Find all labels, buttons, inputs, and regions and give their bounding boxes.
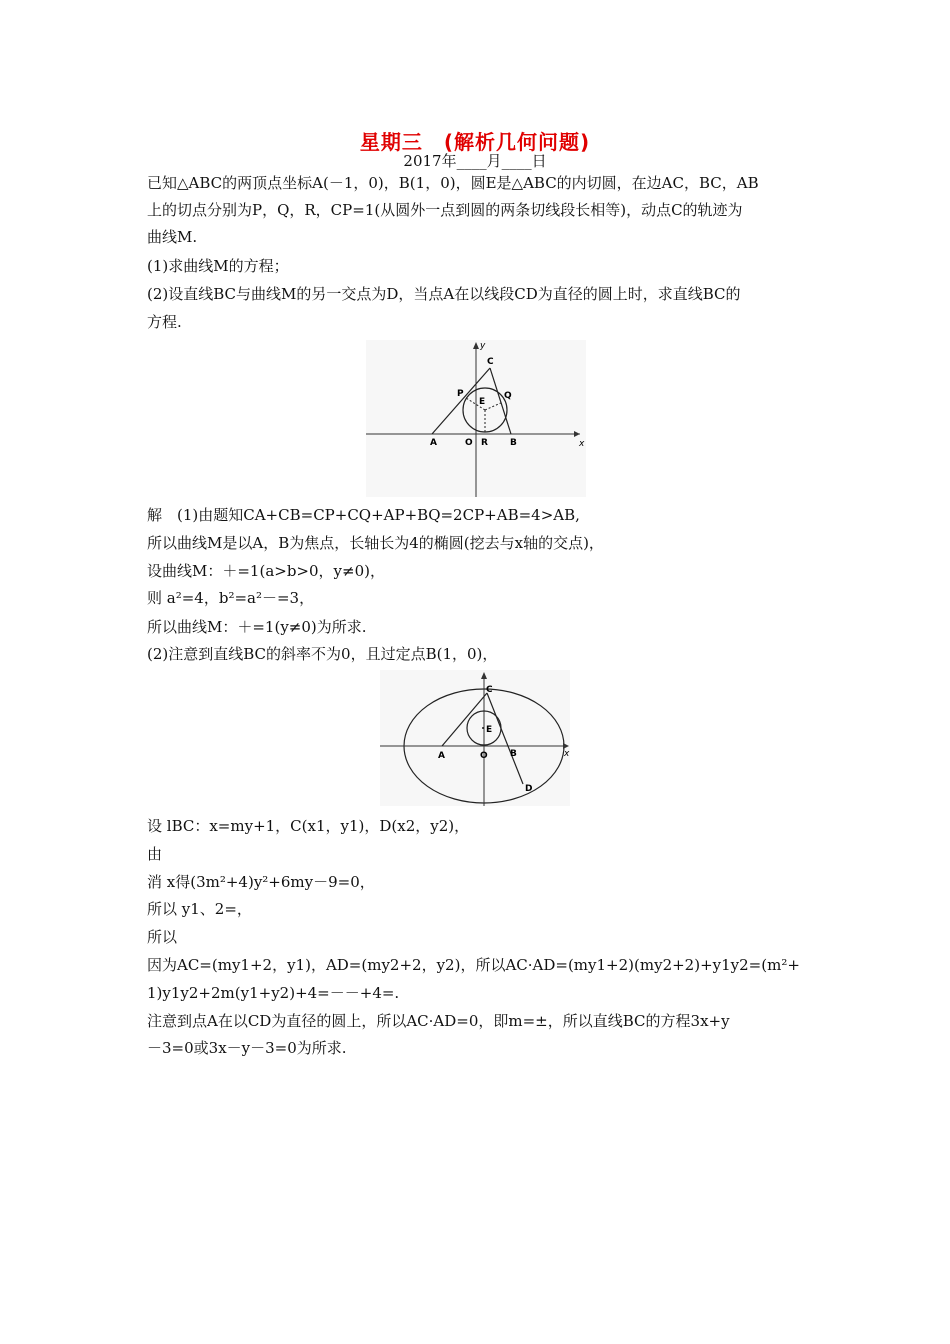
problem-line: (1)求曲线M的方程；: [147, 257, 289, 275]
point-label-a: A: [438, 751, 445, 761]
problem-line: (2)设直线BC与曲线M的另一交点为D，当点A在以线段CD为直径的圆上时，求直线BC的: [147, 285, 741, 303]
point-label-b: B: [510, 749, 517, 759]
point-label-a: A: [430, 438, 437, 448]
point-label-d: D: [525, 784, 533, 794]
solution-line: 所以曲线M是以A，B为焦点，长轴长为4的椭圆(挖去与x轴的交点)，: [147, 534, 604, 552]
point-label-p: P: [457, 389, 464, 399]
axis-label-y: y: [480, 341, 486, 351]
solution-line: 由: [147, 845, 163, 863]
solution-line: 消 x得(3m²+4)y²+6my－9=0，: [147, 873, 375, 891]
point-label-o: O: [465, 438, 473, 448]
point-label-b: B: [510, 438, 517, 448]
point-label-e: E: [486, 725, 493, 735]
solution-line: 所以: [147, 928, 178, 946]
point-label-r: R: [481, 438, 488, 448]
solution-line: 1)y1y2+2m(y1+y2)+4=－－+4=.: [147, 984, 400, 1002]
axis-label-x: x: [579, 439, 585, 449]
solution-line: －3=0或3x－y－3=0为所求.: [147, 1039, 347, 1057]
point-label-q: Q: [504, 391, 512, 401]
problem-line: 上的切点分别为P，Q，R，CP=1(从圆外一点到圆的两条切线段长相等)，动点C的轨迹为: [147, 201, 743, 219]
solution-line: 因为AC=(my1+2，y1)，AD=(my2+2，y2)，所以AC·AD=(my1+2)(my2+2)+y1y2=(m²+: [147, 956, 800, 974]
point-label-o: O: [480, 751, 488, 761]
axis-label-x: x: [564, 749, 570, 759]
date-line: 2017年____月____日: [403, 152, 547, 170]
problem-line: 曲线M.: [147, 228, 198, 246]
solution-line: 设曲线M：＋=1(a>b>0，y≠0)，: [147, 562, 385, 580]
solution-line: 则 a²=4，b²=a²－=3，: [147, 589, 315, 607]
triangle-incircle-figure: [366, 340, 586, 497]
solution-line: 设 lBC：x=my+1，C(x1，y1)，D(x2，y2)，: [147, 817, 470, 835]
solution-line: 注意到点A在以CD为直径的圆上，所以AC·AD=0，即m=±，所以直线BC的方程3x+y: [147, 1012, 730, 1030]
solution-line: 解 (1)由题知CA+CB=CP+CQ+AP+BQ=2CP+AB=4>AB,: [147, 506, 580, 524]
point-label-e: E: [479, 397, 486, 407]
solution-line: 所以 y1、2=，: [147, 900, 252, 918]
point-label-c: C: [487, 357, 494, 367]
problem-line: 已知△ABC的两顶点坐标A(－1，0)，B(1，0)，圆E是△ABC的内切圆，在边AC，BC，AB: [147, 174, 759, 192]
solution-line: (2)注意到直线BC的斜率不为0，且过定点B(1，0)，: [147, 645, 498, 663]
point-label-c: C: [486, 685, 493, 695]
ellipse-figure: [380, 670, 570, 806]
page-title: 星期三 (解析几何问题): [359, 130, 591, 154]
solution-line: 所以曲线M：＋=1(y≠0)为所求.: [147, 618, 367, 636]
problem-line: 方程.: [147, 313, 182, 331]
